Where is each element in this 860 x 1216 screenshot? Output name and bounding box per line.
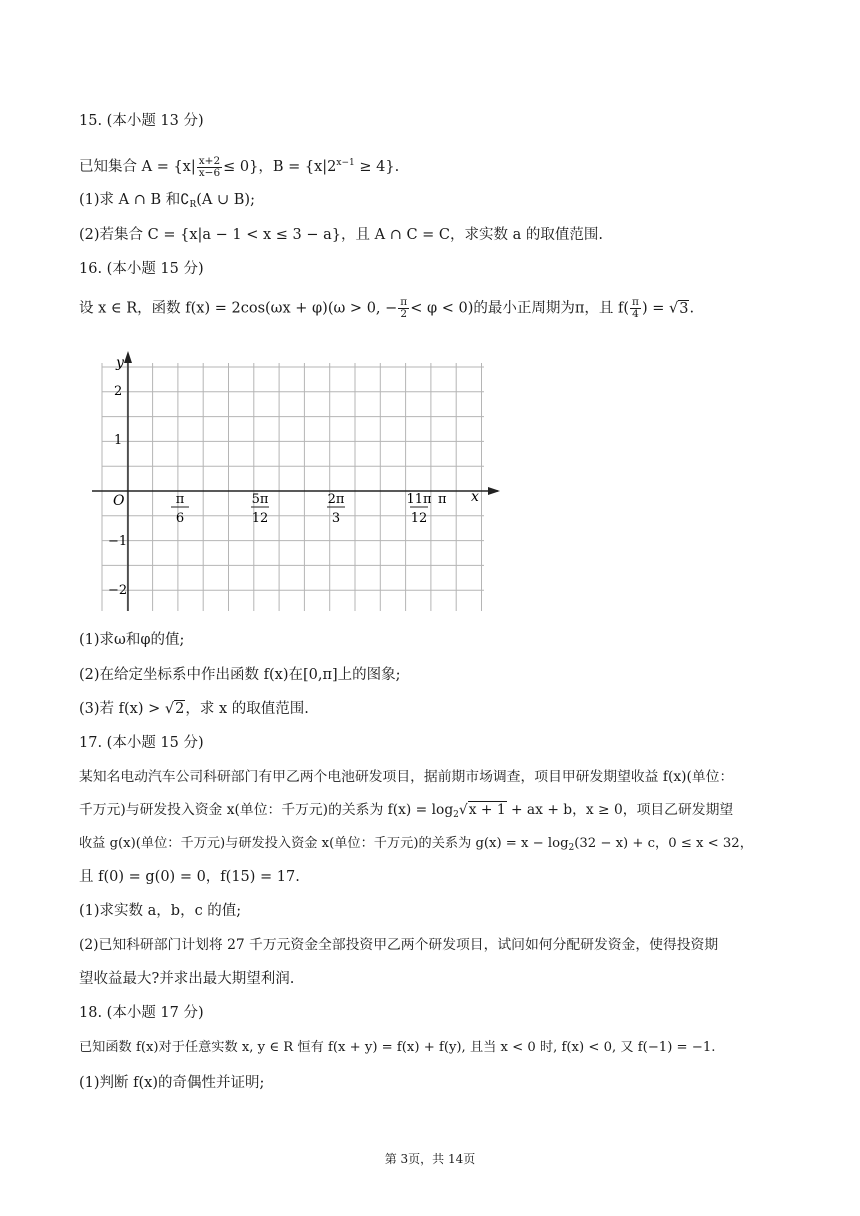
q17-part1: (1)求实数 a，b，c 的值; bbox=[79, 903, 242, 919]
x-tick-numerator: 11π bbox=[406, 492, 432, 507]
q16-frac1-num: π bbox=[400, 296, 408, 308]
q16-statement: 设 x ∈ R，函数 f(x) = 2cos(ωx + φ)(ω > 0, − $\frac{\pi}{2}$ < φ < 0)的最小正周期为π，且 f( $\frac{\pi}{4}$ ) = √3. bbox=[79, 296, 695, 320]
x-tick-denominator: 6 bbox=[175, 511, 185, 526]
q15-text-a: 已知集合 A = {x| bbox=[79, 159, 196, 175]
q17-line3-text-a: 收益 g(x)(单位：千万元)与研发投入资金 x(单位：千万元)的关系为 g(x) = x − log bbox=[79, 836, 569, 851]
q15-part1-sub: R bbox=[189, 200, 197, 210]
y-tick-1: 1 bbox=[114, 433, 123, 448]
x-tick-numerator: 5π bbox=[251, 492, 269, 507]
q16-text-b: < φ < 0)的最小正周期为π，且 f( bbox=[410, 300, 630, 317]
x-tick-pi: π bbox=[438, 492, 447, 507]
q15-exponent: x−1 bbox=[336, 158, 355, 168]
x-axis-arrow bbox=[488, 487, 500, 495]
x-tick-denominator: 12 bbox=[410, 511, 428, 526]
y-axis-arrow bbox=[124, 351, 132, 363]
q15-part1-tail: (A ∪ B); bbox=[196, 192, 255, 208]
q17-part2-line1: (2)已知科研部门计划将 27 千万元资金全部投资甲乙两个研发项目，试问如何分配研发资金，使得投资期 bbox=[79, 937, 719, 953]
q16-part1: (1)求ω和φ的值; bbox=[79, 632, 185, 648]
q15-part2: (2)若集合 C = {x|a − 1 < x ≤ 3 − a}，且 A ∩ C = C，求实数 a 的取值范围. bbox=[79, 227, 603, 243]
q17-line3-log-base: 2 bbox=[568, 843, 575, 853]
q16-text-d: . bbox=[689, 300, 695, 317]
q16-part3-text-a: (3)若 f(x) > bbox=[79, 701, 165, 717]
q16-fraction-2 bbox=[630, 297, 641, 320]
q15-text-b: ≤ 0}，B = {x|2 bbox=[223, 159, 337, 175]
x-axis-label: x bbox=[471, 489, 479, 505]
q16-frac2-num: π bbox=[632, 296, 639, 308]
q16-frac2-den: 4 bbox=[632, 308, 639, 320]
q15-frac-num: x+2 bbox=[198, 154, 221, 167]
y-axis-label: y bbox=[116, 355, 124, 371]
q17-part2-line2: 望收益最大?并求出最大期望利润. bbox=[79, 971, 295, 987]
q16-part3-sqrt: 2 bbox=[175, 701, 185, 717]
q18-line1: 已知函数 f(x)对于任意实数 x, y ∈ R 恒有 f(x + y) = f(x) + f(y), 且当 x < 0 时, f(x) < 0, 又 f(−1) = −1. bbox=[79, 1040, 716, 1055]
x-tick-label bbox=[171, 492, 189, 526]
q15-part1-text: (1)求 A ∩ B 和∁ bbox=[79, 192, 190, 208]
x-tick-denominator: 12 bbox=[251, 511, 269, 526]
q17-line4: 且 f(0) = g(0) = 0，f(15) = 17. bbox=[79, 869, 300, 885]
q18-header: 18. (本小题 17 分) bbox=[79, 1005, 204, 1021]
q15-text-c: ≥ 4}. bbox=[354, 159, 400, 175]
q16-part3-text-b: ，求 x 的取值范围. bbox=[185, 701, 309, 717]
q17-line3-text-b: (32 − x) + c，0 ≤ x < 32， bbox=[574, 836, 753, 851]
x-tick-label bbox=[406, 492, 432, 526]
q17-line2: 千万元)与研发投入资金 x(单位：千万元)的关系为 $f(x) = \log_2√x + 1$ + ax + b，x ≥ 0，项目乙研发期望 bbox=[79, 802, 734, 820]
q17-line2-sqrt: x + 1 bbox=[468, 802, 506, 818]
q17-line2-text-b: + ax + b，x ≥ 0，项目乙研发期望 bbox=[506, 802, 734, 818]
q16-sqrt: 3 bbox=[679, 300, 689, 317]
y-tick-neg1: −1 bbox=[108, 534, 128, 549]
q16-header: 16. (本小题 15 分) bbox=[79, 261, 204, 277]
q15-frac-den: x−6 bbox=[198, 166, 221, 179]
origin-label: O bbox=[113, 493, 125, 509]
q16-fraction-1 bbox=[398, 297, 409, 320]
q16-text-c: ) = bbox=[641, 300, 669, 317]
q15-fraction bbox=[197, 156, 222, 179]
q16-part2: (2)在给定坐标系中作出函数 f(x)在[0,π]上的图象; bbox=[79, 667, 401, 683]
q15-part1 bbox=[79, 190, 255, 215]
q18-part1: (1)判断 f(x)的奇偶性并证明; bbox=[79, 1075, 265, 1091]
y-tick-2: 2 bbox=[114, 384, 123, 399]
x-tick-numerator: π bbox=[175, 492, 185, 507]
y-tick-neg2: −2 bbox=[108, 583, 128, 598]
q17-line1: 某知名电动汽车公司科研部门有甲乙两个电池研发项目，据前期市场调查，项目甲研发期望收益 f(x)(单位： bbox=[79, 769, 734, 785]
coordinate-grid bbox=[88, 349, 508, 614]
page-footer: 第 3页，共 14页 bbox=[384, 1152, 476, 1166]
q16-text-a: 设 x ∈ R，函数 f(x) = 2cos(ωx + φ)(ω > 0, − bbox=[79, 300, 398, 317]
q16-frac1-den: 2 bbox=[400, 308, 408, 320]
q17-line2-log-base: 2 bbox=[453, 810, 459, 820]
q17-line2-text-a: 千万元)与研发投入资金 x(单位：千万元)的关系为 f(x) = log bbox=[79, 802, 454, 818]
q15-header: 15. (本小题 13 分) bbox=[79, 113, 204, 129]
x-tick-denominator: 3 bbox=[331, 511, 341, 526]
q17-header: 17. (本小题 15 分) bbox=[79, 735, 204, 751]
x-tick-numerator: 2π bbox=[327, 492, 345, 507]
q17-line3 bbox=[79, 834, 753, 858]
q15-statement bbox=[79, 153, 399, 179]
q16-part3: (3)若 f(x) > √2，求 x 的取值范围. bbox=[79, 701, 309, 717]
